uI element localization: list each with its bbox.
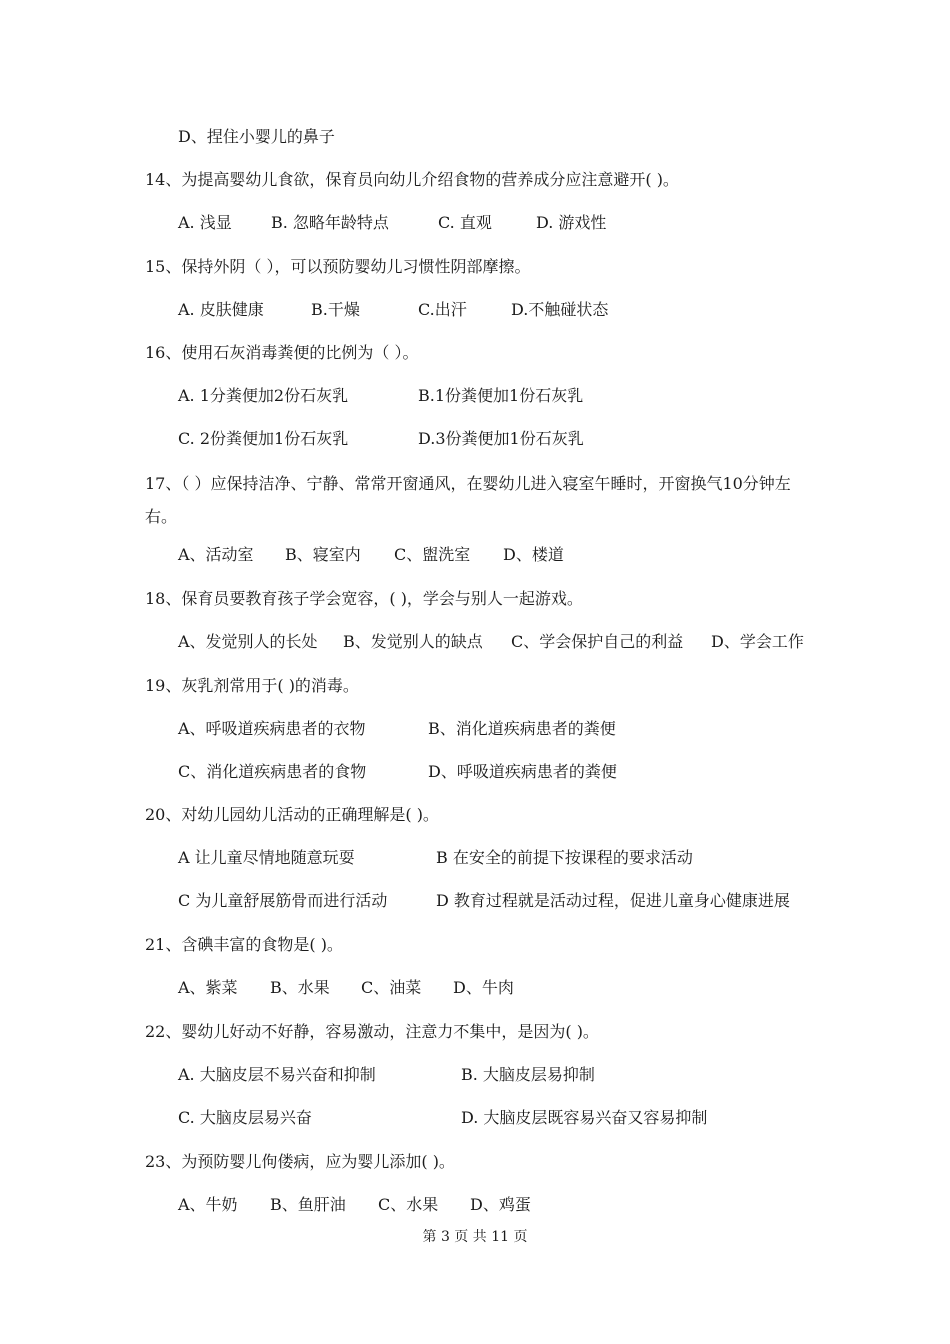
option-a: A、呼吸道疾病患者的衣物 [178,719,366,738]
option-d: D. 大脑皮层既容易兴奋又容易抑制 [461,1108,708,1127]
option-b: B. 大脑皮层易抑制 [461,1065,595,1084]
option-d: D. 游戏性 [536,213,607,232]
option-c: C、消化道疾病患者的食物 [178,762,367,781]
option-d: D、楼道 [503,545,564,564]
option-a: A. 大脑皮层不易兴奋和抑制 [178,1065,376,1084]
option-c: C、盥洗室 [394,545,471,564]
option-b: B、发觉别人的缺点 [343,632,483,651]
question-14-stem: 14、为提高婴幼儿食欲，保育员向幼儿介绍食物的营养成分应注意避开( )。 [145,170,679,189]
option-b: B、鱼肝油 [270,1195,346,1214]
option-b: B、寝室内 [285,545,361,564]
option-b: B. 忽略年龄特点 [271,213,389,232]
question-21-stem: 21、含碘丰富的食物是( )。 [145,935,343,954]
option-a: A、发觉别人的长处 [178,632,318,651]
question-22-stem: 22、婴幼儿好动不好静，容易激动，注意力不集中，是因为( )。 [145,1022,599,1041]
option-d: D、呼吸道疾病患者的粪便 [428,762,617,781]
option-c: C、学会保护自己的利益 [511,632,684,651]
option-a: A、牛奶 [178,1195,238,1214]
question-18-stem: 18、保育员要教育孩子学会宽容，( )，学会与别人一起游戏。 [145,589,583,608]
option-c: C、油菜 [361,978,422,997]
question-16-stem: 16、使用石灰消毒粪便的比例为（ ）。 [145,343,419,362]
option-b: B、水果 [270,978,330,997]
option-d: D.不触碰状态 [511,300,609,319]
option-a: A. 皮肤健康 [178,300,264,319]
option: D、捏住小婴儿的鼻子 [178,127,335,146]
option-c: C 为儿童舒展筋骨而进行活动 [178,891,388,910]
option-c: C、水果 [378,1195,439,1214]
question-19-stem: 19、灰乳剂常用于( )的消毒。 [145,676,359,695]
option-d: D.3份粪便加1份石灰乳 [418,429,584,448]
option-c: C. 大脑皮层易兴奋 [178,1108,312,1127]
question-15-stem: 15、保持外阴（ ），可以预防婴幼儿习惯性阴部摩擦。 [145,257,531,276]
option-b: B 在安全的前提下按课程的要求活动 [436,848,693,867]
option-d: D、牛肉 [453,978,514,997]
option-a: A. 浅显 [178,213,232,232]
question-17-stem: 17、（ ）应保持洁净、宁静、常常开窗通风，在婴幼儿进入寝室午睡时，开窗换气10分钟左右。 [145,474,791,526]
option-c: C. 直观 [438,213,492,232]
option-c: C. 2份粪便加1份石灰乳 [178,429,349,448]
option-d: D、学会工作 [711,632,804,651]
option-a: A. 1分粪便加2份石灰乳 [178,386,349,405]
option-a: A 让儿童尽情地随意玩耍 [178,848,355,867]
option-b: B.1份粪便加1份石灰乳 [418,386,584,405]
option-b: B.干燥 [311,300,360,319]
option-d: D 教育过程就是活动过程，促进儿童身心健康进展 [436,891,790,910]
option-a: A、紫菜 [178,978,238,997]
page-number-footer: 第 3 页 共 11 页 [422,1229,528,1245]
option-b: B、消化道疾病患者的粪便 [428,719,616,738]
option-a: A、活动室 [178,545,254,564]
option-c: C.出汗 [418,300,467,319]
question-20-stem: 20、对幼儿园幼儿活动的正确理解是( )。 [145,805,439,824]
option-d: D、鸡蛋 [470,1195,531,1214]
question-23-stem: 23、为预防婴儿佝偻病，应为婴儿添加( )。 [145,1152,455,1171]
